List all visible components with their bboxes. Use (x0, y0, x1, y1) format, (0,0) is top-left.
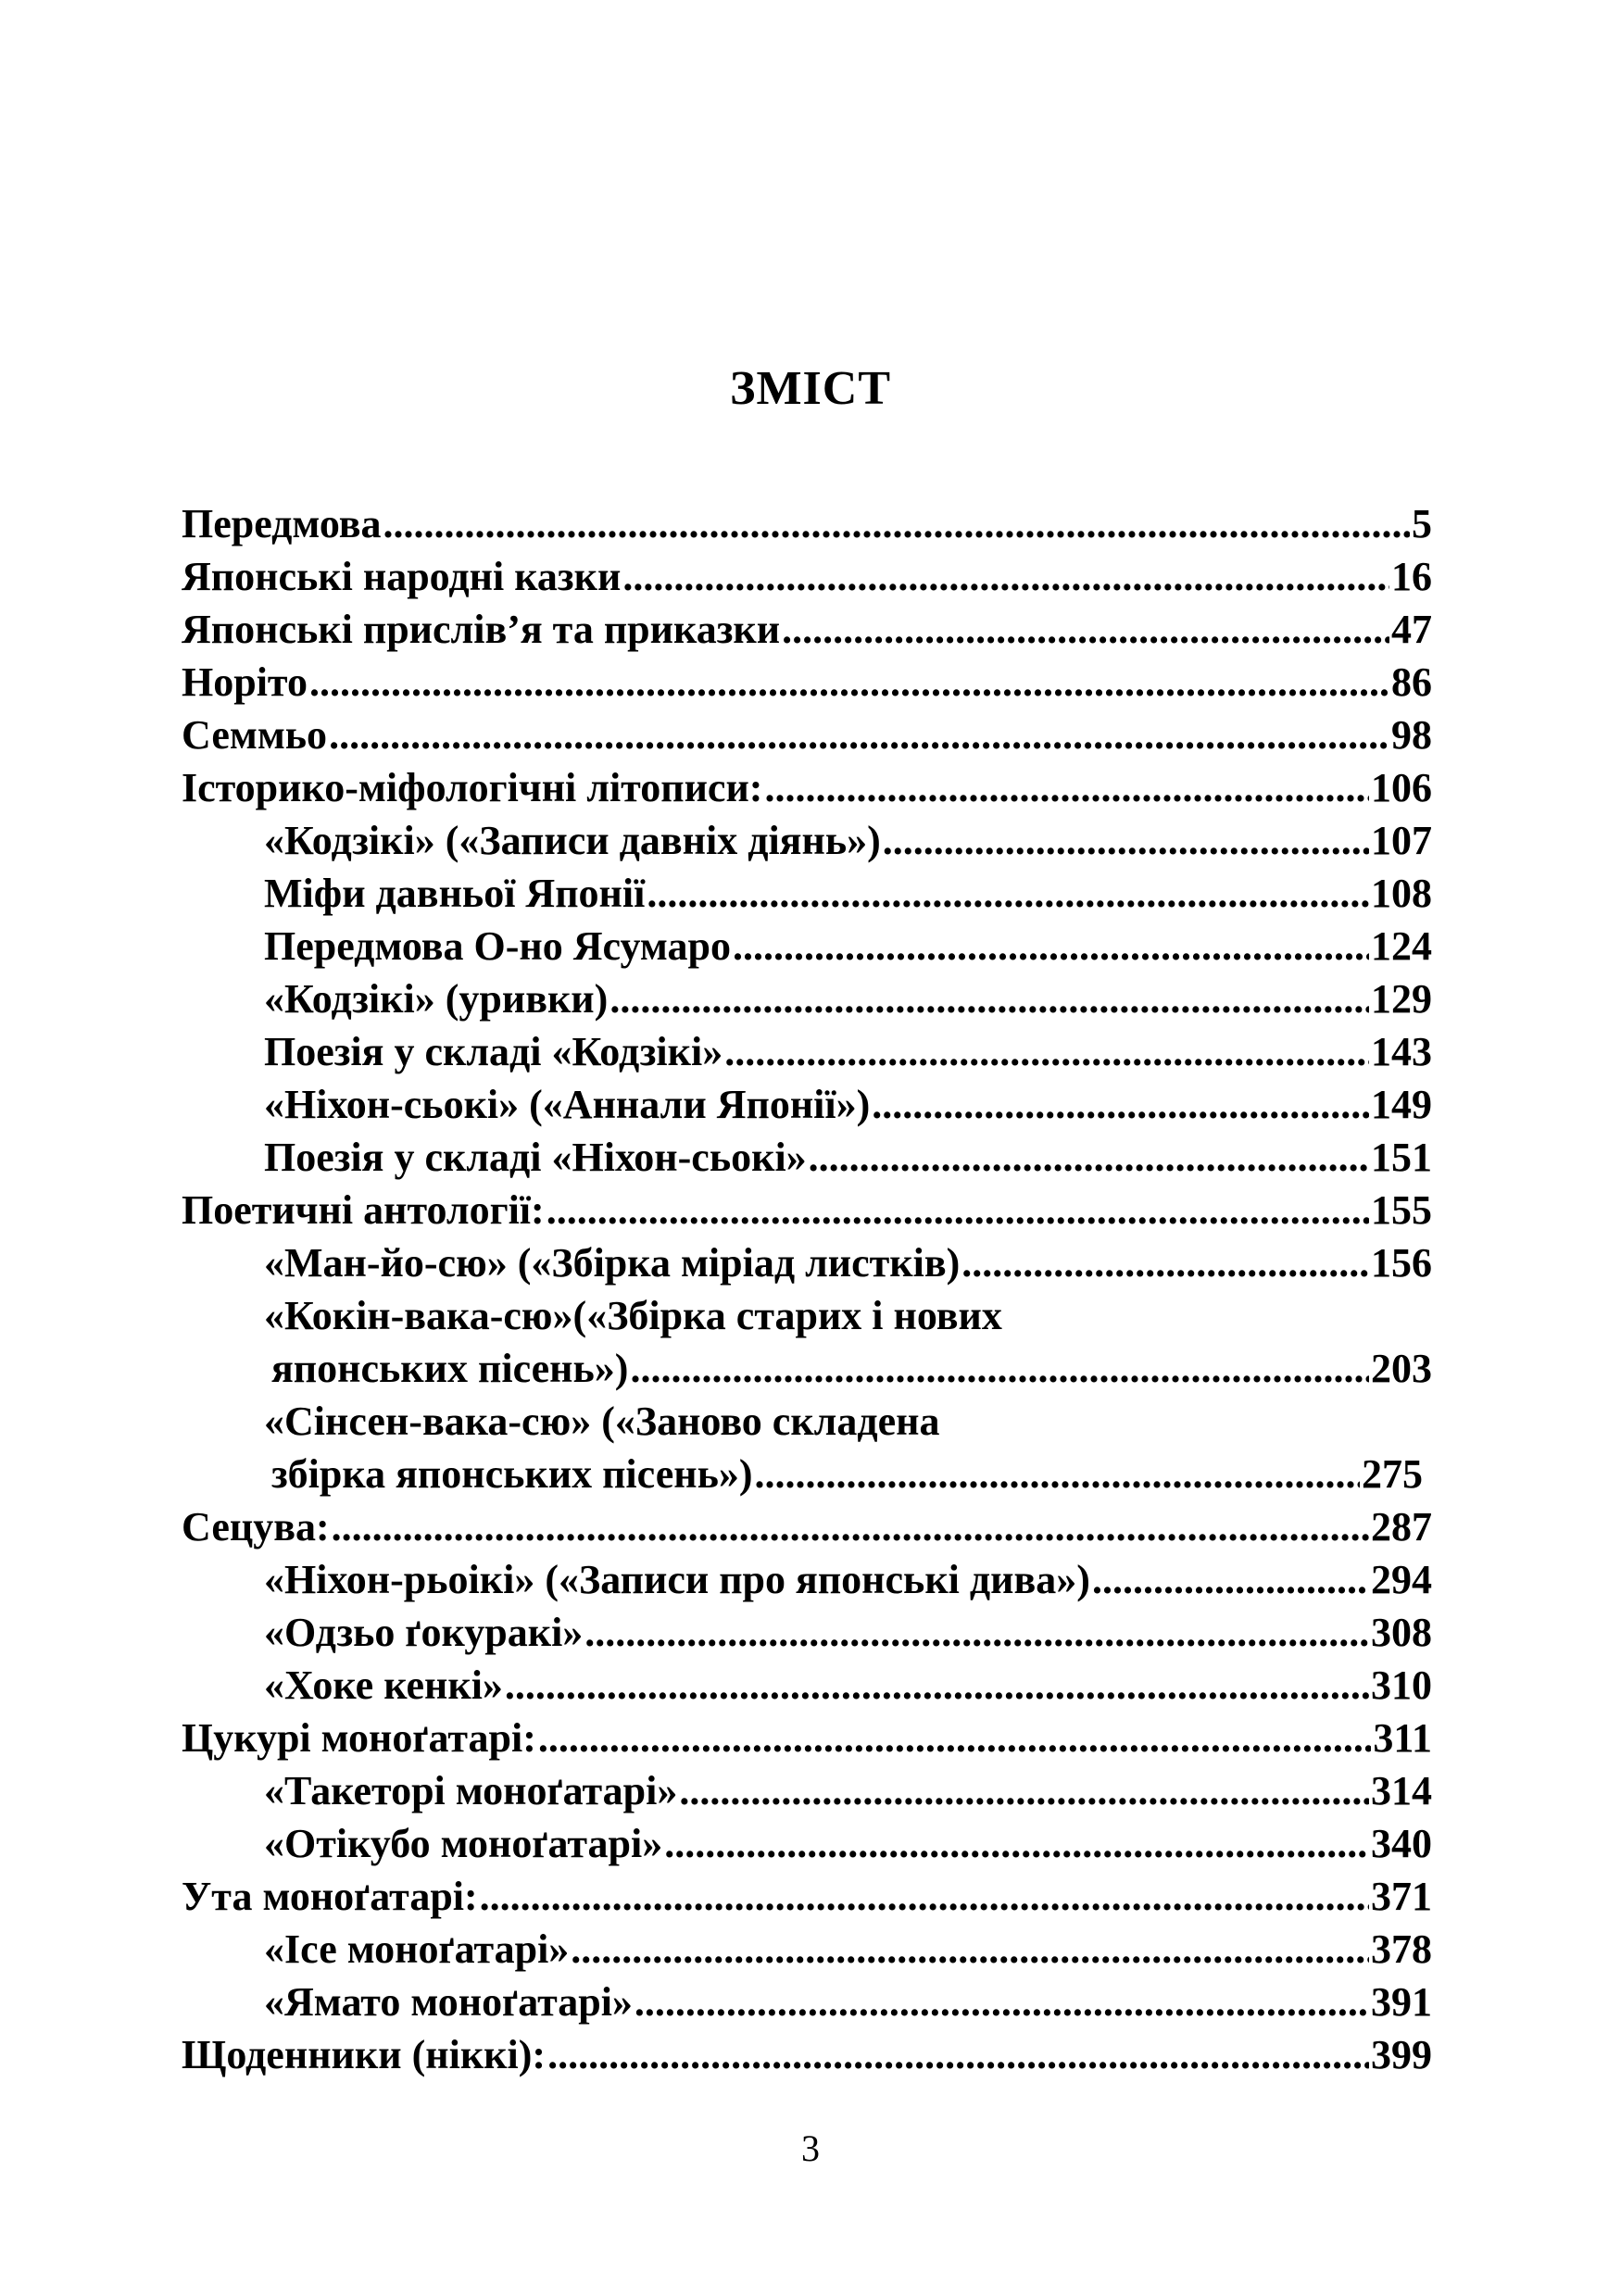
toc-entry-title: Міфи давньої Японії (264, 871, 646, 916)
dot-leader (547, 1184, 1369, 1237)
toc-entry-title: «Ямато моноґатарі» (264, 1979, 633, 2025)
toc-entry-title: «Такеторі моноґатарі» (264, 1768, 678, 1813)
dot-leader (538, 1712, 1372, 1765)
toc-entry-title: «Хоке кенкі» (264, 1662, 503, 1708)
toc-entry-page: 399 (1371, 2032, 1432, 2077)
toc-entry-page: 129 (1371, 976, 1432, 1022)
toc-entry-page: 143 (1371, 1029, 1432, 1074)
dot-leader (782, 603, 1389, 657)
toc-entry-title: Передмова (182, 501, 382, 546)
dot-leader (724, 1025, 1369, 1079)
toc-entry-page: 5 (1412, 501, 1432, 546)
dot-leader (961, 1236, 1369, 1290)
toc-entry (182, 761, 1432, 815)
toc-entry (182, 2028, 1432, 2082)
toc-entry-title: «Кодзікі» («Записи давніх діянь») (264, 818, 881, 863)
dot-leader (547, 2028, 1369, 2082)
toc-entry-page: 391 (1371, 1979, 1432, 2025)
dot-leader (664, 1817, 1369, 1871)
toc-entry (264, 1131, 1432, 1185)
toc-entry-page: 86 (1391, 659, 1432, 705)
toc-entry-title: Поетичні антології: (182, 1187, 545, 1233)
dot-leader (1092, 1553, 1369, 1607)
dot-leader (733, 920, 1369, 973)
toc-entry-title: «Отікубо моноґатарі» (264, 1821, 663, 1866)
dot-leader (309, 656, 1389, 709)
toc-entry (264, 920, 1432, 973)
toc-entry-page: 310 (1371, 1662, 1432, 1708)
toc-entry-title: Поезія у складі «Ніхон-сьокі» (264, 1135, 807, 1180)
toc-entry-title: Передмова О-но Ясумаро (264, 923, 732, 969)
toc-entry (182, 656, 1432, 709)
toc-entry (264, 1764, 1432, 1818)
dot-leader (764, 761, 1369, 815)
toc-entry (264, 1606, 1432, 1660)
toc-entry-title: Японські прислів’я та приказки (182, 607, 781, 652)
toc-entry-title: Поезія у складі «Кодзікі» (264, 1029, 723, 1074)
dot-leader (329, 709, 1389, 762)
toc-entry-page: 308 (1371, 1610, 1432, 1655)
dot-leader (647, 867, 1369, 921)
toc-entry-page: 124 (1371, 923, 1432, 969)
toc-entry (264, 867, 1432, 921)
toc-entry (264, 1976, 1432, 2029)
toc-entry (264, 1659, 1432, 1713)
toc-entry-title: Норіто (182, 659, 308, 705)
toc-entry (264, 1078, 1432, 1132)
toc-entry-title: «Кодзікі» (уривки) (264, 976, 609, 1022)
dot-leader (809, 1131, 1369, 1185)
toc-entry (182, 497, 1432, 551)
toc-entry (182, 1184, 1432, 1237)
toc-entry (182, 1870, 1432, 1924)
toc-entry (264, 1236, 1432, 1290)
toc-entry-page: 47 (1391, 607, 1432, 652)
dot-leader (480, 1870, 1369, 1924)
dot-leader (505, 1659, 1369, 1713)
toc-entry-page: 16 (1391, 554, 1432, 599)
toc-entry (264, 1553, 1432, 1607)
dot-leader (622, 550, 1389, 604)
toc-entry-page: 378 (1371, 1926, 1432, 1972)
toc-entry-title: «Одзьо ґокуракі» (264, 1610, 584, 1655)
dot-leader (571, 1923, 1369, 1976)
dot-leader (332, 1500, 1369, 1554)
dot-leader (630, 1342, 1369, 1396)
toc-entry-title: збірка японських пісень») (271, 1451, 753, 1497)
toc-entry (271, 1448, 1423, 1501)
toc-entry (182, 709, 1432, 762)
toc-entry (271, 1342, 1432, 1396)
toc-entry-title: Семмьо (182, 712, 328, 758)
toc-entry-title: Цукурі моноґатарі: (182, 1715, 536, 1761)
dot-leader (609, 972, 1369, 1026)
toc-entry (182, 603, 1432, 657)
toc-entry-page: 156 (1371, 1240, 1432, 1286)
toc-entry-page: 106 (1371, 765, 1432, 810)
dot-leader (755, 1448, 1360, 1501)
toc-entry-page: 203 (1371, 1346, 1432, 1391)
toc-entry (264, 1817, 1432, 1871)
toc-entry-page: 155 (1371, 1187, 1432, 1233)
toc-entry-page: 108 (1371, 871, 1432, 916)
dot-leader (883, 814, 1369, 868)
toc-entry-title: «Ман-йо-сю» («Збірка міріад листків) (264, 1240, 961, 1286)
toc-entry-page: 311 (1373, 1715, 1432, 1761)
toc-entry-page: 275 (1362, 1451, 1423, 1497)
dot-leader (584, 1606, 1369, 1660)
toc-entry-title: «Сінсен-вака-сю» («Заново складена (264, 1399, 940, 1444)
toc-entry (264, 1025, 1432, 1079)
toc-entry-title: Сецува: (182, 1504, 330, 1549)
toc-entry-title: Щоденники (ніккі): (182, 2032, 547, 2077)
toc-entry-title: «Кокін-вака-сю»(«Збірка старих і нових (264, 1293, 1002, 1338)
toc-entry (182, 1500, 1432, 1554)
toc-entry-page: 149 (1371, 1082, 1432, 1127)
dot-leader (383, 497, 1411, 551)
toc-entry-title: «Ніхон-рьоікі» («Записи про японські дива») (264, 1557, 1090, 1602)
toc-entry-page: 287 (1371, 1504, 1432, 1549)
dot-leader (635, 1976, 1369, 2029)
dot-leader (679, 1764, 1369, 1818)
toc-entry (264, 1923, 1432, 1976)
toc-entry-title: Історико-міфологічні літописи: (182, 765, 763, 810)
dot-leader (872, 1078, 1369, 1132)
toc-entry-page: 340 (1371, 1821, 1432, 1866)
toc-entry-title: Японські народні казки (182, 554, 622, 599)
toc-entry-title: Ута моноґатарі: (182, 1874, 478, 1919)
page-number: 3 (801, 2127, 820, 2169)
toc-entry-page: 151 (1371, 1135, 1432, 1180)
toc-entry-title: «Ніхон-сьокі» («Аннали Японії») (264, 1082, 871, 1127)
page-title: ЗМІСТ (730, 362, 891, 415)
toc-entry-page: 371 (1371, 1874, 1432, 1919)
toc-entry-page: 98 (1391, 712, 1432, 758)
toc-entry (264, 814, 1432, 868)
toc-entry (264, 972, 1432, 1026)
toc-entry (182, 550, 1432, 604)
toc-entry-page: 314 (1371, 1768, 1432, 1813)
toc-entry-title: «Ісе моноґатарі» (264, 1926, 570, 1972)
toc-entry-title: японських пісень») (271, 1346, 629, 1391)
toc-entry (182, 1712, 1432, 1765)
toc-entry-page: 107 (1371, 818, 1432, 863)
toc-entry-page: 294 (1371, 1557, 1432, 1602)
